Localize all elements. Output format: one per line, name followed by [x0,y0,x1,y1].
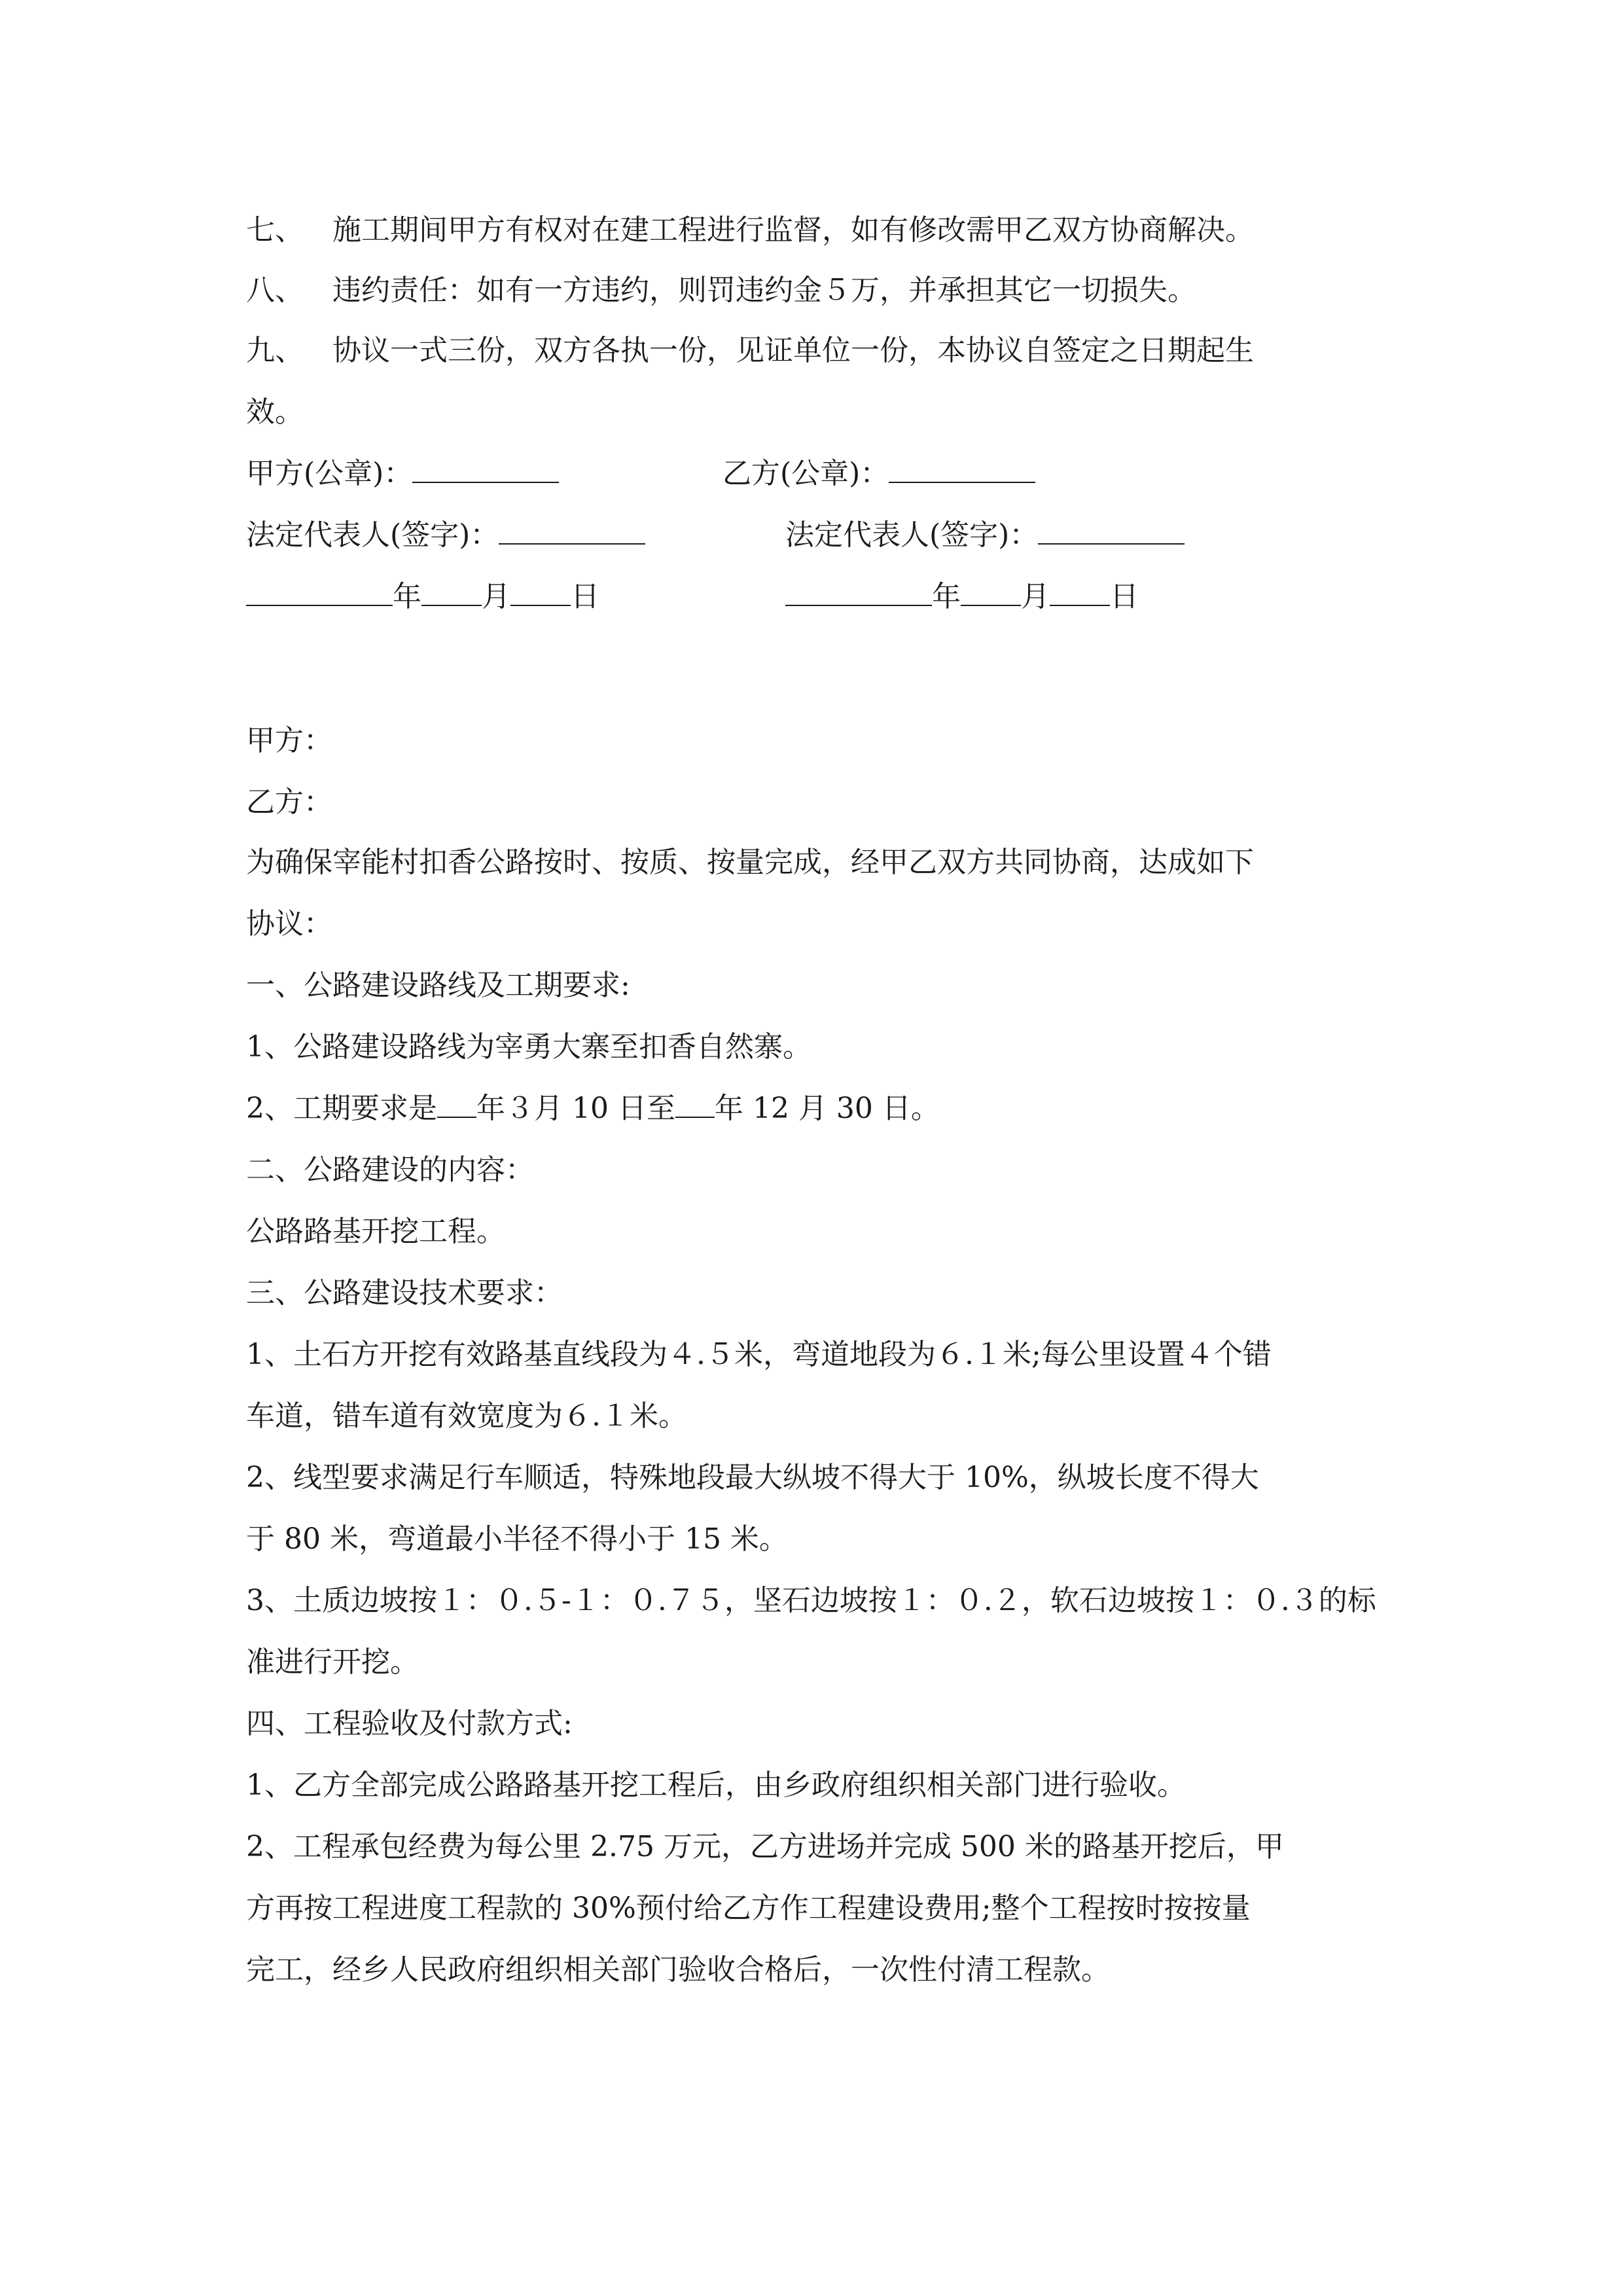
section-four-item-2-line-1: 2、工程承包经费为每公里 2.75 万元，乙方进场并完成 500 米的路基开挖后，甲 [246,1830,1284,1863]
party-b-seal-blank [889,456,1035,483]
section-one-item-1: 1、公路建设路线为宰勇大寨至扣香自然寨。 [246,1030,812,1064]
rep-b-label: 法定代表人(签字)： [785,518,1039,552]
date-b-line [785,579,1139,615]
section-three-item-3-line-1: 3、土质边坡按１：０.５-１：０.７５，坚石边坡按１：０.２，软石边坡按１：０.３的标 [246,1584,1376,1617]
section-three-item-3-line-2: 准进行开挖。 [246,1645,419,1679]
rep-a-blank [499,517,645,545]
clause-seven [246,212,1254,249]
section-two-text: 公路路基开挖工程。 [246,1215,505,1248]
item-prefix: 2、工期要求是 [246,1092,437,1125]
day-label: 日 [1110,580,1139,613]
section-three-item-2-line-2: 于 80 米，弯道最小半径不得小于 15 米。 [246,1522,788,1556]
section-three-item-1-line-2: 车道，错车道有效宽度为６.１米。 [246,1399,687,1433]
day-blank [510,579,571,606]
section-four-item-1: 1、乙方全部完成公路路基开挖工程后，由乡政府组织相关部门进行验收。 [246,1768,1186,1802]
party-a-seal-line [246,456,559,492]
clause-number: 八、 [246,274,304,307]
party-b: 乙方： [246,785,332,819]
party-a-seal-label: 甲方(公章)： [246,457,413,490]
party-b-seal-line [722,456,1035,492]
clause-number: 九、 [246,334,304,367]
year-blank [785,579,932,606]
section-three-item-2-line-1: 2、线型要求满足行车顺适，特殊地段最大纵坡不得大于 10%，纵坡长度不得大 [246,1461,1259,1494]
section-two-title: 二、公路建设的内容： [246,1153,534,1187]
month-blank [421,579,482,606]
clause-nine [246,332,1254,369]
month-label: 月 [482,580,510,613]
party-b-seal-label: 乙方(公章)： [722,457,889,490]
intro-line-1: 为确保宰能村扣香公路按时、按质、按量完成，经甲乙双方共同协商，达成如下 [246,846,1254,879]
clause-text: 违约责任：如有一方违约，则罚违约金５万，并承担其它一切损失。 [332,274,1196,307]
section-four-item-2-line-2: 方再按工程进度工程款的 30%预付给乙方作工程建设费用;整个工程按时按按量 [246,1892,1251,1925]
section-one-title: 一、公路建设路线及工期要求: [246,969,630,1002]
year-label: 年 [932,580,961,613]
year-blank [246,579,393,606]
section-three-title: 三、公路建设技术要求： [246,1276,563,1310]
date-a-line [246,579,599,615]
rep-b-blank [1038,517,1185,545]
rep-b-line [785,517,1185,554]
day-blank [1050,579,1110,606]
year-blank [437,1090,476,1118]
clause-text: 协议一式三份，双方各执一份，见证单位一份，本协议自签定之日期起生 [332,334,1254,367]
item-mid: 年３月 10 日至 [476,1092,675,1125]
clause-number: 七、 [246,213,304,247]
day-label: 日 [571,580,599,613]
section-one-item-2 [246,1090,940,1127]
clause-text: 施工期间甲方有权对在建工程进行监督，如有修改需甲乙双方协商解决。 [332,213,1254,247]
month-label: 月 [1021,580,1050,613]
rep-a-label: 法定代表人(签字)： [246,518,499,552]
intro-line-2: 协议： [246,907,332,941]
section-four-title: 四、工程验收及付款方式: [246,1707,573,1740]
clause-nine-continued: 效。 [246,395,304,429]
clause-eight [246,272,1196,309]
section-three-item-1-line-1: 1、土石方开挖有效路基直线段为４.５米，弯道地段为６.１米;每公里设置４个错 [246,1338,1272,1371]
year-label: 年 [393,580,421,613]
rep-a-line [246,517,645,554]
party-a-seal-blank [412,456,559,483]
item-suffix: 年 12 月 30 日。 [714,1092,940,1125]
year-blank [675,1090,715,1118]
party-a: 甲方： [246,724,332,757]
month-blank [961,579,1021,606]
section-four-item-2-line-3: 完工，经乡人民政府组织相关部门验收合格后，一次性付清工程款。 [246,1953,1110,1986]
